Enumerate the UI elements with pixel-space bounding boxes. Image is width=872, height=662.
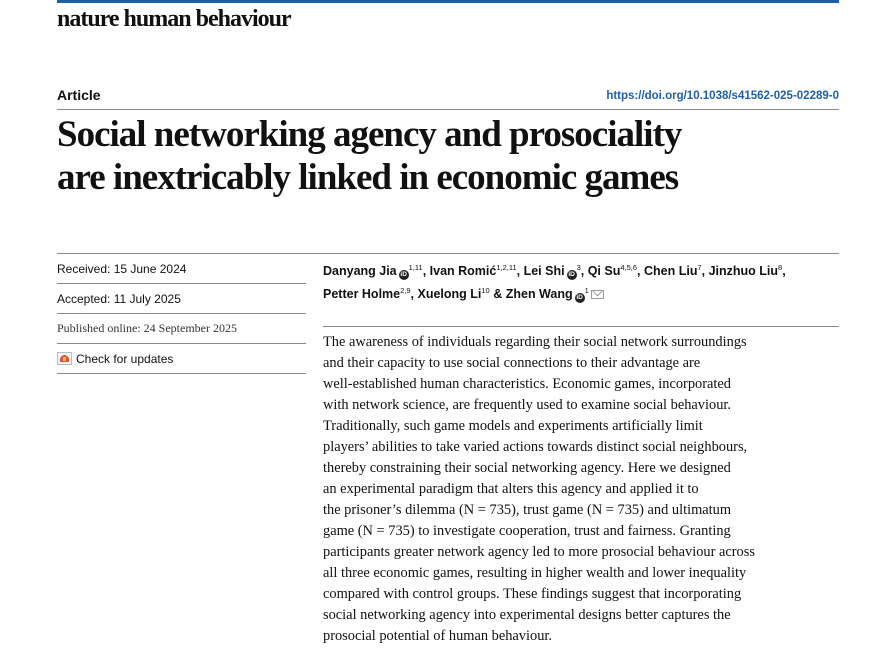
- author-label: Petter Holme: [323, 287, 401, 301]
- affiliation-superscript[interactable]: 8: [778, 263, 783, 272]
- abstract-line: players’ abilities to take varied actions towards distinct social neighbours,: [323, 439, 748, 455]
- author-name[interactable]: [430, 264, 517, 278]
- abstract-line: with network science, are frequently used to examine social behaviour.: [323, 397, 731, 413]
- abstract-line: compared with control groups. These findings suggest that incorporating: [323, 586, 742, 602]
- abstract: [323, 332, 839, 647]
- article-title: [57, 113, 847, 199]
- article-type: Article: [57, 87, 101, 103]
- accepted-date: Accepted: 11 July 2025: [57, 284, 306, 314]
- affiliation-superscript[interactable]: 10: [481, 286, 490, 295]
- abstract-line: participants greater network agency led to more prosocial behaviour across: [323, 544, 755, 560]
- journal-name[interactable]: nature human behaviour: [57, 6, 291, 32]
- abstract-line: an experimental paradigm that alters this agency and applied it to: [323, 481, 699, 497]
- author-label: Ivan Romić: [429, 264, 497, 278]
- header-divider: [57, 109, 839, 110]
- affiliation-superscript[interactable]: 3: [576, 263, 581, 272]
- abstract-line: well-established human characteristics. Economic games, incorporated: [323, 376, 731, 392]
- orcid-icon[interactable]: iD: [568, 271, 575, 278]
- abstract-line: the prisoner’s dilemma (N = 735), trust game (N = 735) and ultimatum: [323, 502, 732, 518]
- author-name[interactable]: [323, 264, 423, 278]
- author-name[interactable]: [418, 287, 490, 301]
- affiliation-superscript[interactable]: 7: [697, 263, 702, 272]
- author-label: Danyang Jia: [323, 264, 397, 278]
- published-date: Published online: 24 September 2025: [57, 314, 306, 344]
- abstract-line: Traditionally, such game models and experiments artificially limit: [323, 418, 703, 434]
- received-date: Received: 15 June 2024: [57, 254, 306, 284]
- abstract-line: and their capacity to use social connections to their advantage are: [323, 355, 701, 371]
- doi-link[interactable]: https://doi.org/10.1038/s41562-025-02289-0: [606, 90, 839, 102]
- author-label: Qi Su: [587, 264, 621, 278]
- article-dates: [57, 254, 306, 374]
- abstract-line: The awareness of individuals regarding their social network surroundings: [323, 334, 747, 350]
- affiliation-superscript[interactable]: 1,11: [408, 263, 423, 272]
- check-for-updates-label: Check for updates: [76, 351, 174, 366]
- affiliation-superscript[interactable]: 2,9: [400, 286, 411, 295]
- affiliation-superscript[interactable]: 1: [584, 286, 589, 295]
- affiliation-superscript[interactable]: 1,2,11: [496, 263, 517, 272]
- abstract-line: thereby constraining their social networking agency. Here we designed: [323, 460, 731, 476]
- title-line: are inextricably linked in economic games: [57, 157, 679, 198]
- author-label: Xuelong Li: [417, 287, 482, 301]
- abstract-line: social networking agency into experimental designs better captures the: [323, 607, 731, 623]
- abstract-line: prosocial potential of human behaviour.: [323, 628, 552, 644]
- abstract-line: all three economic games, resulting in higher wealth and lower inequality: [323, 565, 747, 581]
- abstract-divider: [323, 326, 839, 327]
- author-name[interactable]: [588, 264, 637, 278]
- author-name[interactable]: [644, 264, 702, 278]
- author-label: Lei Shi: [523, 264, 565, 278]
- orcid-icon[interactable]: iD: [576, 294, 583, 301]
- author-name[interactable]: [323, 287, 411, 301]
- author-name[interactable]: [506, 287, 604, 301]
- crossmark-icon: [57, 352, 72, 365]
- orcid-icon[interactable]: iD: [400, 271, 407, 278]
- author-list: Danyang Jia iD$^{1,11}$, Ivan Romić$^{1,2,11}$, Lei Shi $iD^3$, Qi Su$^{4,5,6}$, Chen Liu$^7$, Jinzhuo Liu$^8$, Petter Holme$^{2,9}$, Xuelong Li$^{10}$ & Zhen Wang $iD^1$: [323, 263, 786, 301]
- affiliation-superscript[interactable]: 4,5,6: [620, 263, 638, 272]
- author-label: Zhen Wang: [505, 287, 573, 301]
- author-label: Chen Liu: [643, 264, 698, 278]
- author-label: Jinzhuo Liu: [708, 264, 779, 278]
- email-icon[interactable]: [591, 290, 604, 299]
- author-name[interactable]: [524, 264, 581, 278]
- title-line: Social networking agency and prosociality: [57, 114, 682, 155]
- journal-header-bar: [57, 0, 839, 3]
- abstract-line: game (N = 735) to investigate cooperation, trust and fairness. Granting: [323, 523, 731, 539]
- author-name[interactable]: [709, 264, 783, 278]
- check-for-updates-button[interactable]: [57, 344, 306, 374]
